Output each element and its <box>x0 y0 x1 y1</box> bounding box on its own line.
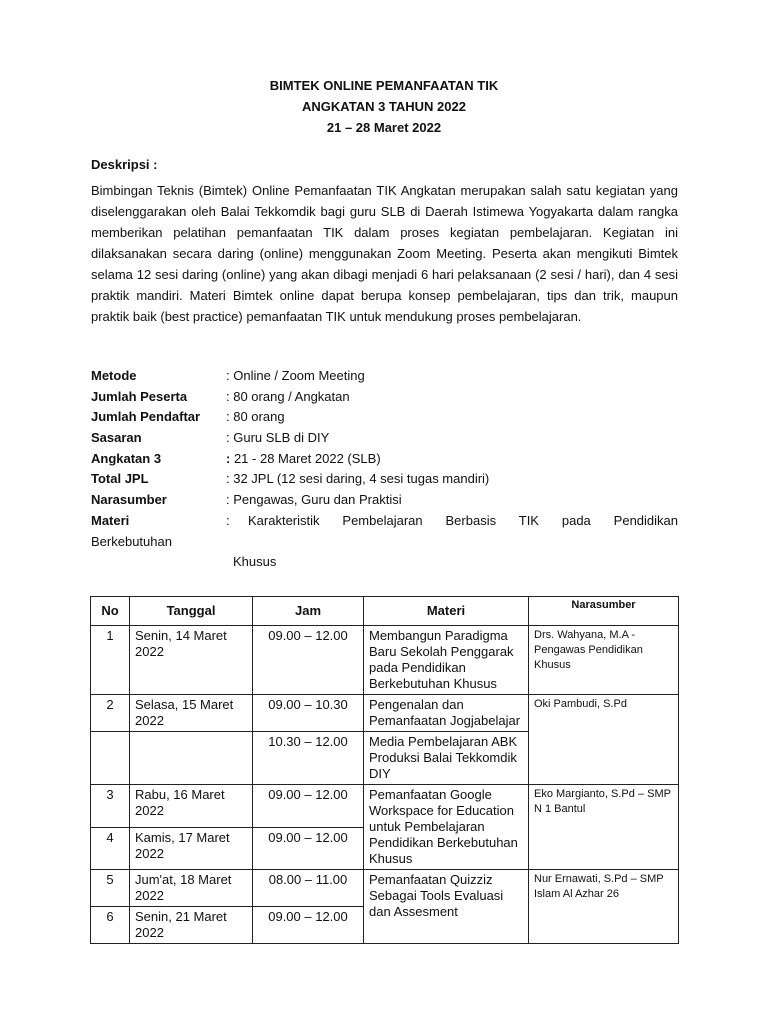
cell-no: 5 <box>91 870 130 907</box>
table-row <box>91 626 679 695</box>
cell-narasumber: Oki Pambudi, S.Pd <box>529 695 679 785</box>
cell-jam: 10.30 – 12.00 <box>253 732 364 785</box>
info-label: Jumlah Peserta <box>91 389 188 404</box>
info-value: : Online / Zoom Meeting <box>226 368 365 383</box>
document-title-line-2: ANGKATAN 3 TAHUN 2022 <box>302 99 466 114</box>
info-label: Total JPL <box>91 471 149 486</box>
cell-jam: 09.00 – 10.30 <box>253 695 364 732</box>
cell-materi: Pemanfaatan Google Workspace for Education untuk Pembelajaran Pendidikan Berkebutuhan Khusus <box>364 785 529 870</box>
cell-narasumber: Eko Margianto, S.Pd – SMP N 1 Bantul <box>529 785 679 870</box>
cell-materi: Media Pembelajaran ABK Produksi Balai Tekkomdik DIY <box>364 732 529 785</box>
cell-narasumber: Drs. Wahyana, M.A - Pengawas Pendidikan Khusus <box>529 626 679 695</box>
cell-jam: 09.00 – 12.00 <box>253 785 364 828</box>
info-label: Narasumber <box>91 492 167 507</box>
info-label: Metode <box>91 368 137 383</box>
info-value <box>226 513 678 528</box>
cell-tanggal: Senin, 14 Maret 2022 <box>130 626 253 695</box>
info-label: Sasaran <box>91 430 142 445</box>
header-no: No <box>91 597 130 626</box>
materi-continuation: Khusus <box>233 554 277 569</box>
header-narasumber: Narasumber <box>529 597 679 626</box>
cell-materi: Membangun Paradigma Baru Sekolah Penggarak pada Pendidikan Berkebutuhan Khusus <box>364 626 529 695</box>
table-row <box>91 695 679 732</box>
cell-tanggal: Rabu, 16 Maret 2022 <box>130 785 253 828</box>
deskripsi-heading: Deskripsi : <box>91 157 158 172</box>
deskripsi-text: Bimbingan Teknis (Bimtek) Online Pemanfaatan TIK Angkatan merupakan salah satu kegiatan yang diselenggarakan oleh Balai Tekkomdik bagi guru SLB di Daerah Istimewa Yogyakarta dalam rangka memberikan pelatihan pemanfaatan TIK dalam proses kegiatan pembelajaran. Kegiatan ini dilaksanakan secara daring (online) menggunakan Zoom Meeting. Peserta akan mengikuti Bimtek selama 12 sesi daring (online) yang akan dibagi menjadi 6 hari pelaksanaan (2 sesi / hari), dan 4 sesi praktik mandiri. Materi Bimtek online dapat berupa konsep pembelajaran, tips dan trik, maupun praktik baik (best practice) pemanfaatan TIK untuk mendukung proses pembelajaran. <box>91 183 678 324</box>
info-label: Materi <box>91 513 130 528</box>
info-value <box>226 451 678 466</box>
info-value: : 32 JPL (12 sesi daring, 4 sesi tugas mandiri) <box>226 471 490 486</box>
cell-no: 1 <box>91 626 130 695</box>
cell-no: 6 <box>91 907 130 944</box>
info-value-text: Karakteristik Pembelajaran Berbasis TIK pada Pendidikan <box>248 513 678 528</box>
header-materi: Materi <box>364 597 529 626</box>
cell-no: 3 <box>91 785 130 828</box>
info-value: : Pengawas, Guru dan Praktisi <box>226 492 402 507</box>
header-jam: Jam <box>253 597 364 626</box>
cell-materi: Pemanfaatan Quizziz Sebagai Tools Evaluasi dan Assesment <box>364 870 529 944</box>
info-label: Angkatan 3 <box>91 451 162 466</box>
schedule-table <box>90 596 679 944</box>
table-row <box>91 785 679 828</box>
cell-jam: 08.00 – 11.00 <box>253 870 364 907</box>
document-title-line-1: BIMTEK ONLINE PEMANFAATAN TIK <box>269 78 499 93</box>
info-colon: : <box>226 513 230 528</box>
document-title-line-3: 21 – 28 Maret 2022 <box>326 120 442 135</box>
cell-jam: 09.00 – 12.00 <box>253 827 364 870</box>
cell-tanggal: Selasa, 15 Maret 2022 <box>130 695 253 732</box>
cell-no: 2 <box>91 695 130 732</box>
header-tanggal: Tanggal <box>130 597 253 626</box>
info-value: : 80 orang / Angkatan <box>226 389 350 404</box>
cell-tanggal <box>130 732 253 785</box>
cell-no <box>91 732 130 785</box>
table-row <box>91 870 679 907</box>
cell-jam: 09.00 – 12.00 <box>253 907 364 944</box>
table-header-row <box>91 597 679 626</box>
info-label: Jumlah Pendaftar <box>91 409 201 424</box>
info-value: : Guru SLB di DIY <box>226 430 330 445</box>
materi-continuation: Berkebutuhan <box>91 534 172 549</box>
cell-materi: Pengenalan dan Pemanfaatan Jogjabelajar <box>364 695 529 732</box>
info-value-text: 21 - 28 Maret 2022 (SLB) <box>230 451 381 466</box>
info-value: : 80 orang <box>226 409 285 424</box>
info-colon: : <box>226 451 231 466</box>
cell-tanggal: Jum'at, 18 Maret 2022 <box>130 870 253 907</box>
cell-tanggal: Kamis, 17 Maret 2022 <box>130 827 253 870</box>
cell-jam: 09.00 – 12.00 <box>253 626 364 695</box>
cell-narasumber: Nur Ernawati, S.Pd – SMP Islam Al Azhar 26 <box>529 870 679 944</box>
cell-tanggal: Senin, 21 Maret 2022 <box>130 907 253 944</box>
cell-no: 4 <box>91 827 130 870</box>
